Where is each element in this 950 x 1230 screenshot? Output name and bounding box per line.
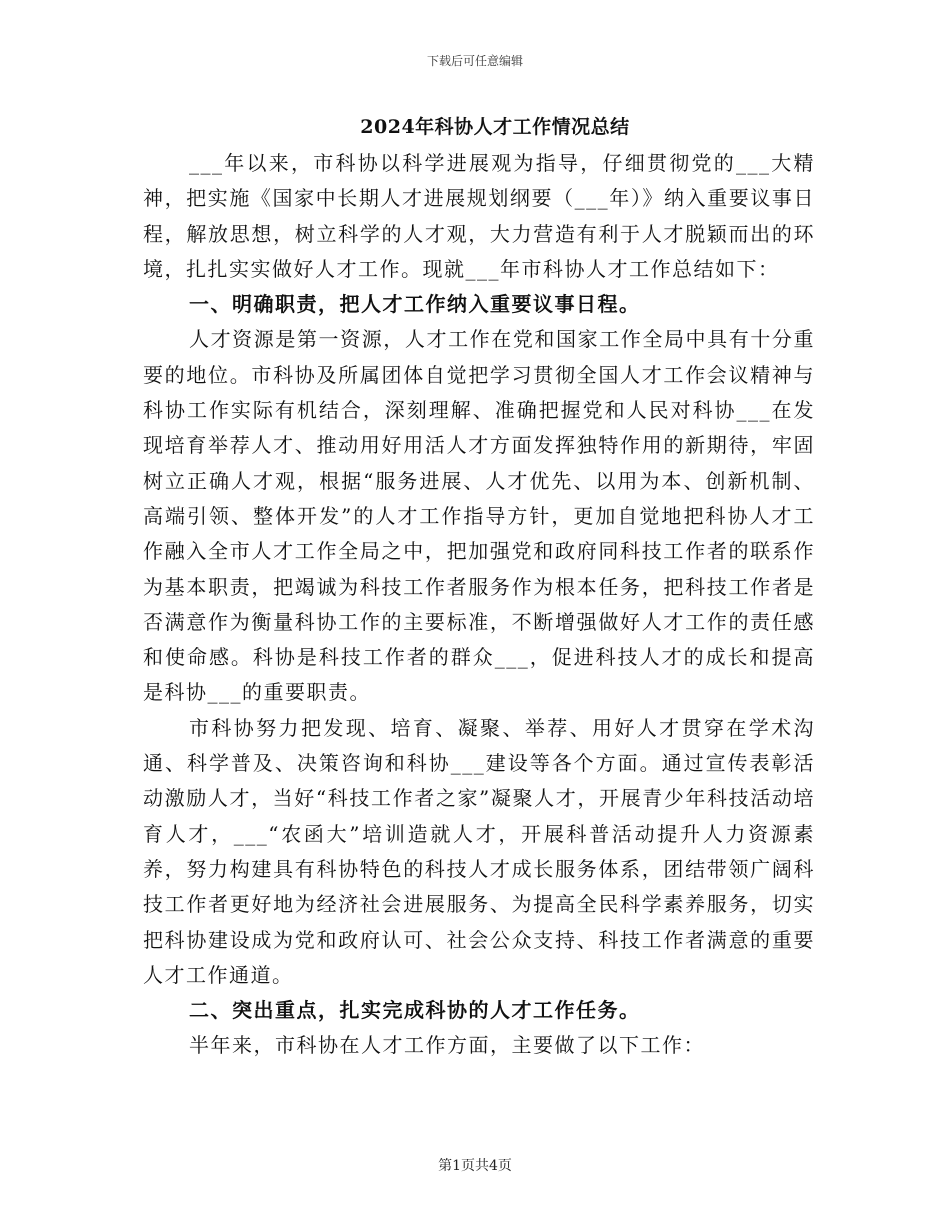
section-2-heading: 二、突出重点，扎实完成科协的人才工作任务。 (189, 998, 641, 1023)
section-2-paragraph-1: 半年来，市科协在人才工作方面，主要做了以下工作： (189, 1033, 705, 1058)
page-header-note: 下载后可任意编辑 (426, 54, 523, 68)
intro-paragraph: ___年以来，市科协以科学进展观为指导，仔细贯彻党的___大精神，把实施《国家中长期人才进展规划纲要（___年）》纳入重要议事日程，解放思想，树立科学的人才观，大力营造有利于人才脱颖而出的环境，扎扎实实做好人才工作。现就___年市科协人才工作总结如下： (143, 151, 815, 281)
document-title: 2024年科协人才工作情况总结 (360, 116, 630, 138)
section-1-paragraph-1: 人才资源是第一资源，人才工作在党和国家工作全局中具有十分重要的地位。市科协及所属团体自觉把学习贯彻全国人才工作会议精神与科协工作实际有机结合，深刻理解、准确把握党和人民对科协___在发现培育举荐人才、推动用好用活人才方面发挥独特作用的新期待，牢固树立正确人才观，根据“服务进展、人才优先、以用为本、创新机制、高端引领、整体开发”的人才工作指导方针，更加自觉地把科协人才工作融入全市人才工作全局之中，把加强党和政府同科技工作者的联系作为基本职责，把竭诚为科技工作者服务作为根本任务，把科技工作者是否满意作为衡量科协工作的主要标准，不断增强做好人才工作的责任感和使命感。科协是科技工作者的群众___，促进科技人才的成长和提高是科协___的重要职责。 (143, 327, 815, 705)
document-body (143, 146, 815, 1064)
section-1-paragraph-2: 市科协努力把发现、培育、凝聚、举荐、用好人才贯穿在学术沟通、科学普及、决策咨询和科协___建设等各个方面。通过宣传表彰活动激励人才，当好“科技工作者之家”凝聚人才，开展青少年科技活动培育人才，___“农函大”培训造就人才，开展科普活动提升人力资源素养，努力构建具有科协特色的科技人才成长服务体系，团结带领广阔科技工作者更好地为经济社会进展服务、为提高全民科学素养服务，切实把科协建设成为党和政府认可、社会公众支持、科技工作者满意的重要人才工作通道。 (143, 715, 815, 987)
section-1-heading: 一、明确职责，把人才工作纳入重要议事日程。 (189, 292, 641, 317)
page-number: 第1页共4页 (438, 1158, 512, 1174)
